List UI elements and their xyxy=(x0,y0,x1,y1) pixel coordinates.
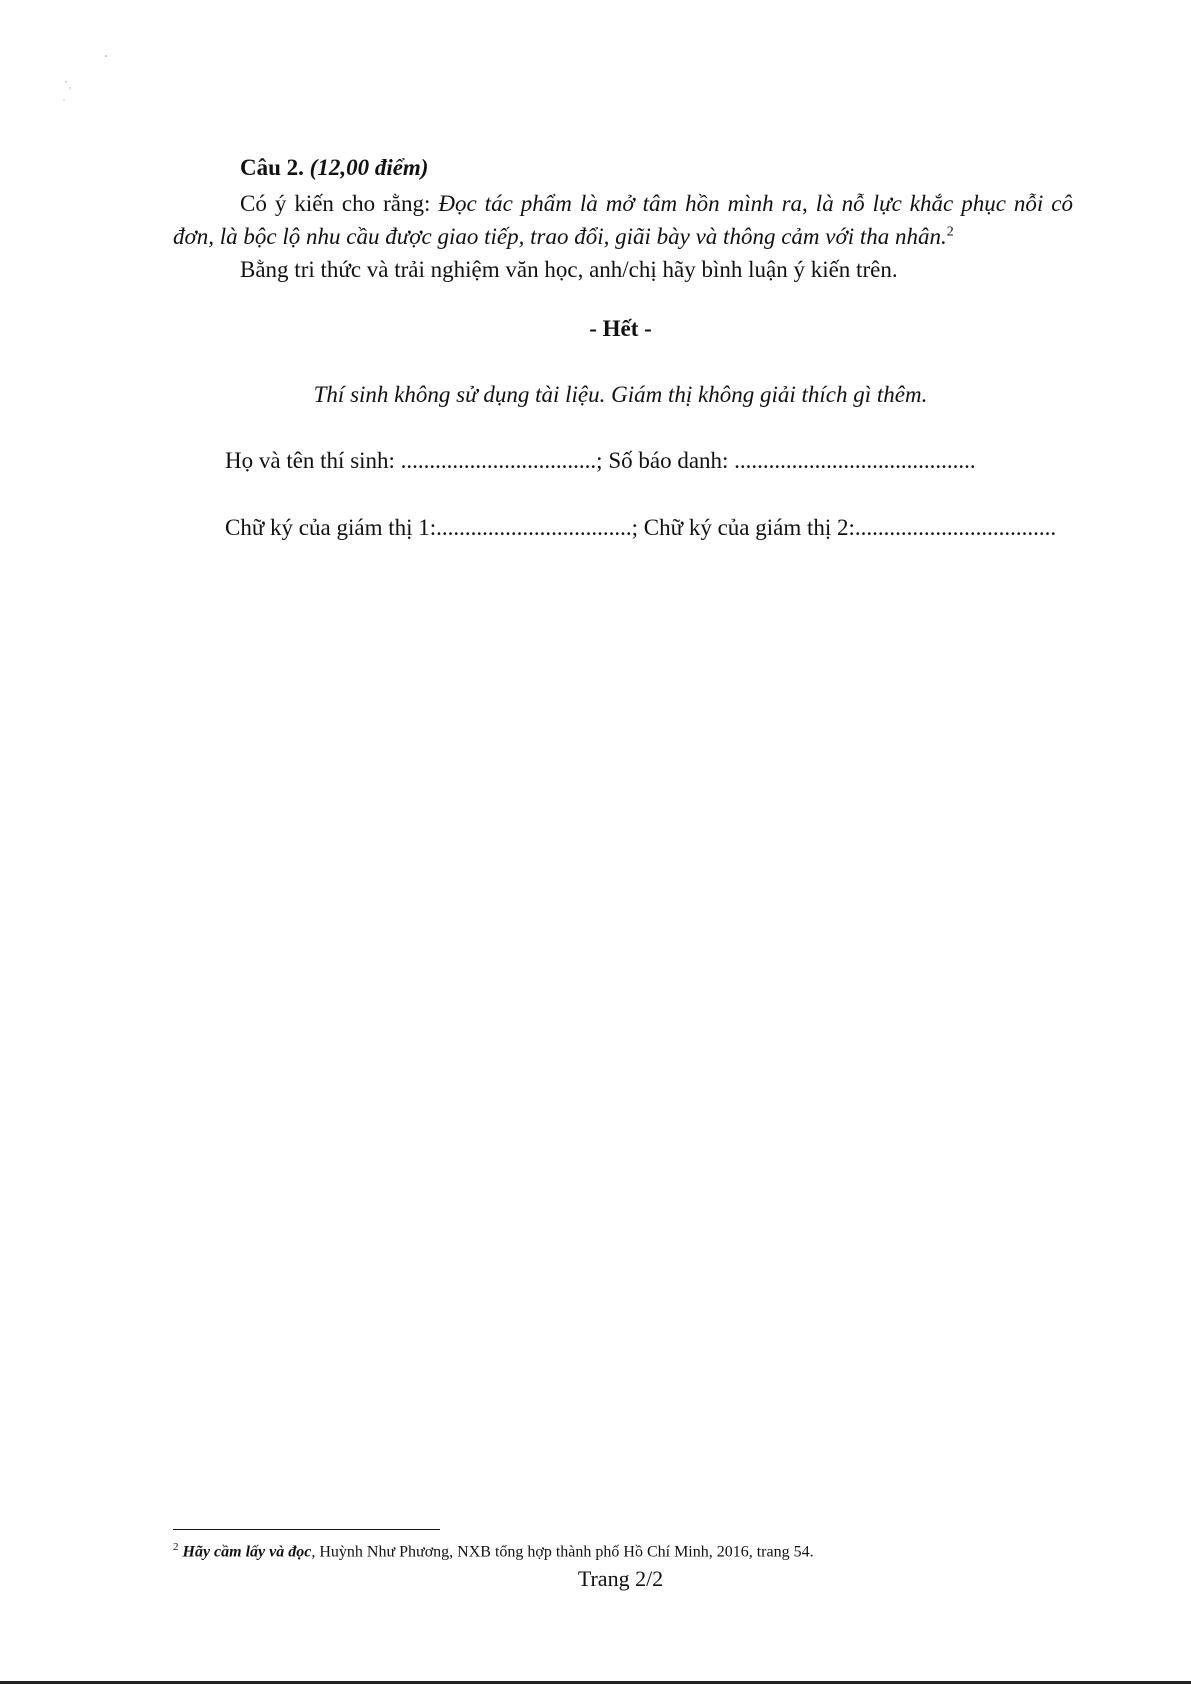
footnote-marker: 2 xyxy=(173,1541,179,1553)
footnote xyxy=(173,1541,814,1561)
prompt-quote: Đọc tác phẩm là mở tâm hồn mình ra, là nỗ lực khắc phục nỗi cô đơn, là bộc lộ nhu cầu được giao tiếp, trao đổi, giãi bày và thông cảm với tha nhân. xyxy=(173,191,1074,249)
footnote-divider xyxy=(173,1529,440,1530)
question-prompt xyxy=(173,187,1073,253)
footnote-reference: 2 xyxy=(946,224,954,240)
candidate-info-line: Họ và tên thí sinh: ..................................; Số báo danh: .......................................... xyxy=(225,448,976,473)
question-points: (12,00 điểm) xyxy=(309,155,429,180)
question-heading xyxy=(240,153,428,183)
footnote-citation: , Huỳnh Như Phương, NXB tổng hợp thành phố Hồ Chí Minh, 2016, trang 54. xyxy=(311,1543,814,1561)
proctor-signature-line: Chữ ký của giám thị 1:..................................; Chữ ký của giám thị 2:................................... xyxy=(225,515,1057,540)
scan-specks xyxy=(62,52,112,107)
exam-notice: Thí sinh không sử dụng tài liệu. Giám thị không giải thích gì thêm. xyxy=(313,382,928,407)
end-mark: - Hết - xyxy=(589,316,652,341)
question-task: Bằng tri thức và trải nghiệm văn học, anh/chị hãy bình luận ý kiến trên. xyxy=(240,257,898,282)
footnote-book-title: Hãy cầm lấy và đọc xyxy=(182,1543,312,1561)
question-number: Câu 2. xyxy=(240,155,304,180)
page-number: Trang 2/2 xyxy=(577,1566,664,1591)
prompt-intro: Có ý kiến cho rằng: xyxy=(240,191,439,216)
